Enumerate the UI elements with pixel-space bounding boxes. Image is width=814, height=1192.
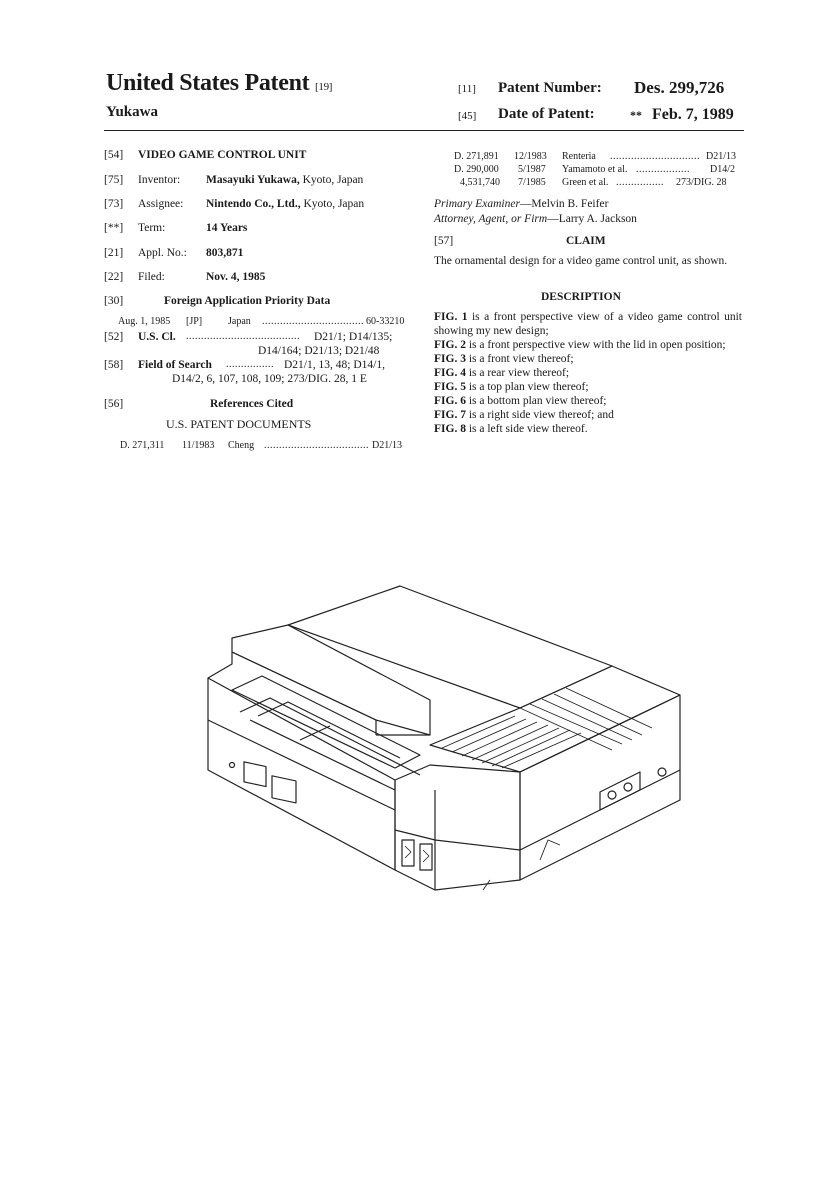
ref-class: 273/DIG. 28 [676, 177, 727, 188]
fig-text: is a top plan view thereof; [465, 381, 589, 393]
foreign-country-code: [JP] [186, 316, 203, 327]
ref-number: D. 290,000 [454, 164, 499, 175]
fig-text: is a bottom plan view thereof; [465, 395, 607, 407]
ref-class: D21/13 [706, 151, 736, 162]
ref-name: Yamamoto et al. [562, 164, 628, 175]
ref-number: 4,531,740 [460, 177, 500, 188]
fig-label: FIG. 2 [434, 339, 466, 351]
fos-label: Field of Search [138, 359, 212, 371]
refs-heading: References Cited [210, 398, 294, 410]
fig-text: is a right side view thereof; and [465, 409, 614, 421]
fig-label: FIG. 6 [434, 395, 466, 407]
fig-text: is a front perspective view with the lid in open position; [465, 339, 726, 351]
inventor-code: [75] [104, 174, 124, 186]
filed-value: Nov. 4, 1985 [206, 271, 266, 283]
console-top-surface [288, 586, 612, 708]
ref-dots: ................ [616, 177, 664, 188]
rear-port [658, 768, 666, 776]
date-marker: ** [630, 108, 642, 122]
console-right-side [520, 695, 680, 850]
patent-date: Feb. 7, 1989 [652, 106, 734, 123]
attorney-label: Attorney, Agent, or Firm [434, 213, 548, 225]
term-code: [**] [104, 222, 124, 234]
fig-text: is a left side view thereof. [465, 423, 588, 435]
fig-label: FIG. 1 [434, 311, 468, 323]
fos-dots: ................ [226, 359, 274, 370]
av-connectors [600, 772, 640, 810]
fos-code: [58] [104, 359, 124, 371]
country-title-text: United States Patent [106, 70, 310, 96]
term-value: 14 Years [206, 222, 248, 234]
fig-text: is a rear view thereof; [465, 367, 570, 379]
examiner-name: —Melvin B. Feifer [519, 198, 609, 210]
attorney-name: —Larry A. Jackson [547, 213, 637, 225]
date-label: Date of Patent: [498, 106, 595, 122]
refs-code: [56] [104, 398, 124, 410]
foreign-heading: Foreign Application Priority Data [164, 295, 331, 307]
inventor-name: Masayuki Yukawa, [206, 174, 300, 186]
fos-line-1: D21/1, 13, 48; D14/1, [284, 359, 385, 371]
reset-button [272, 776, 296, 803]
assignee-name: Nintendo Co., Ltd., [206, 198, 301, 210]
uscl-line-1: D21/1; D14/135; [314, 331, 393, 343]
console-front-right [395, 765, 520, 890]
power-button [244, 762, 266, 787]
power-led [230, 763, 235, 768]
fos-line-2: D14/2, 6, 107, 108, 109; 273/DIG. 28, 1 E [172, 373, 367, 385]
ref-name: Renteria [562, 151, 596, 162]
term-label: Term: [138, 222, 166, 234]
uscl-label: U.S. Cl. [138, 331, 176, 343]
filed-label: Filed: [138, 271, 165, 283]
foreign-date: Aug. 1, 1985 [118, 316, 171, 327]
ref-name: Cheng [228, 440, 255, 451]
uscl-code: [52] [104, 331, 124, 343]
controller-port-2 [420, 844, 432, 870]
ref-date: 12/1983 [514, 151, 547, 162]
claim-text: The ornamental design for a video game control unit, as shown. [434, 255, 728, 267]
examiner-label: Primary Examiner [434, 198, 520, 210]
appl-label: Appl. No.: [138, 247, 187, 259]
date-code: [45] [458, 110, 477, 122]
ref-name: Green et al. [562, 177, 609, 188]
description-heading: DESCRIPTION [541, 291, 621, 303]
ref-number: D. 271,891 [454, 151, 499, 162]
ref-class: D14/2 [710, 164, 735, 175]
patent-title: VIDEO GAME CONTROL UNIT [138, 149, 307, 161]
us-docs-heading: U.S. PATENT DOCUMENTS [166, 417, 312, 431]
claim-code: [57] [434, 235, 454, 247]
foreign-dots: .................................. [262, 316, 364, 327]
appl-code: [21] [104, 247, 124, 259]
inventor-label: Inventor: [138, 174, 181, 186]
vent-ridges [442, 688, 652, 768]
uscl-line-2: D14/164; D21/13; D21/48 [258, 345, 380, 357]
fig-text: is a front view thereof; [465, 353, 574, 365]
ref-date: 11/1983 [182, 440, 215, 451]
ref-dots: ................................... [264, 440, 369, 451]
appl-value: 803,871 [206, 247, 244, 259]
ref-date: 7/1985 [518, 177, 546, 188]
fig-label: FIG. 3 [434, 353, 466, 365]
controller-port-1 [402, 840, 414, 866]
foreign-code: [30] [104, 295, 124, 307]
ref-dots: .............................. [610, 151, 700, 162]
console-lid [232, 625, 430, 735]
country-code: [19] [315, 81, 333, 93]
ref-class: D21/13 [372, 440, 402, 451]
uscl-dots: ...................................... [186, 331, 300, 342]
inventor-location: Kyoto, Japan [302, 174, 364, 186]
foreign-number: 60-33210 [366, 316, 405, 327]
inventor-surname: Yukawa [106, 104, 158, 120]
ref-date: 5/1987 [518, 164, 546, 175]
filed-code: [22] [104, 271, 124, 283]
fig-label: FIG. 8 [434, 423, 466, 435]
console-top-right [430, 666, 680, 772]
fig-text: is a front perspective view of a video game control unit showing my new design; [434, 311, 742, 337]
claim-heading: CLAIM [566, 235, 606, 247]
assignee-location: Kyoto, Japan [303, 198, 365, 210]
patent-number: Des. 299,726 [634, 78, 725, 97]
patent-number-label: Patent Number: [498, 80, 602, 96]
console-front-left [208, 678, 395, 870]
foreign-country: Japan [228, 316, 251, 327]
fig-label: FIG. 7 [434, 409, 466, 421]
fig-label: FIG. 5 [434, 381, 466, 393]
assignee-code: [73] [104, 198, 124, 210]
assignee-label: Assignee: [138, 198, 184, 210]
title-code: [54] [104, 149, 124, 161]
ref-dots: .................. [636, 164, 690, 175]
patent-number-code: [11] [458, 83, 476, 95]
ref-number: D. 271,311 [120, 440, 165, 451]
fig-label: FIG. 4 [434, 367, 466, 379]
